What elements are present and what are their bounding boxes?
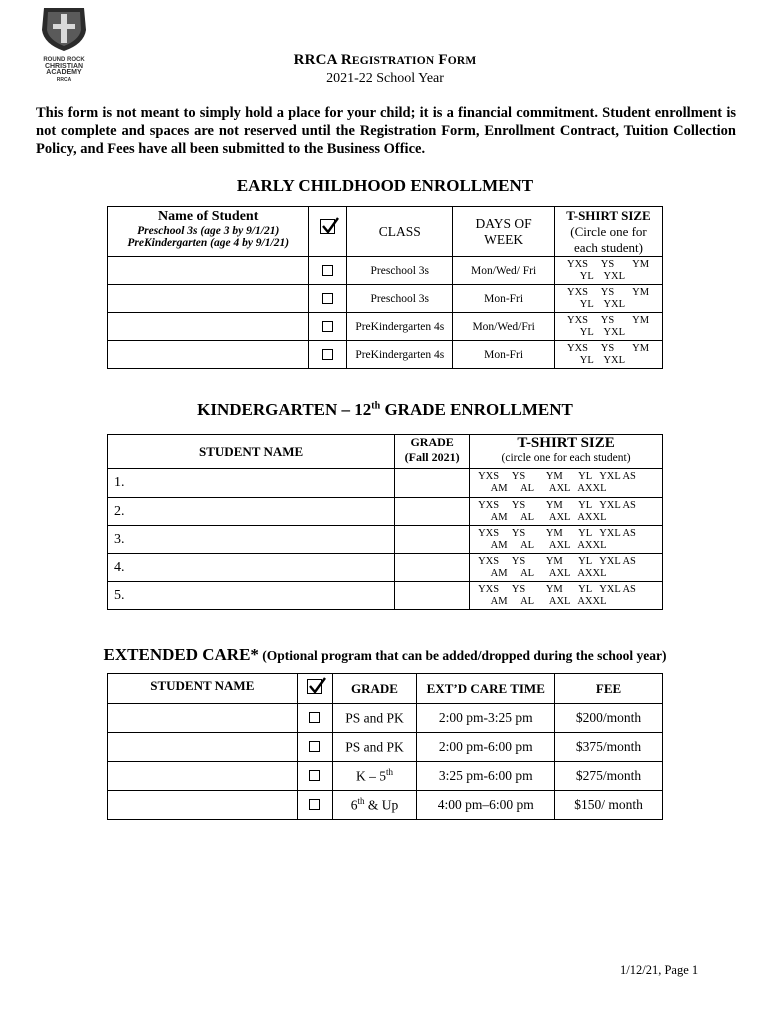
student-name-input[interactable]: 3. bbox=[108, 526, 395, 554]
tshirt-options[interactable]: YXS YS YM YL YXL AS AM AL AXL AXXL bbox=[470, 526, 663, 554]
col-grade: GRADE bbox=[332, 674, 417, 704]
col-tshirt: T-SHIRT SIZE (circle one for each student) bbox=[470, 435, 663, 469]
k12-heading: KINDERGARTEN – 12th GRADE ENROLLMENT bbox=[197, 400, 573, 419]
page-footer: 1/12/21, Page 1 bbox=[620, 963, 699, 977]
enroll-checkbox[interactable] bbox=[309, 285, 347, 313]
tshirt-options[interactable]: YXS YS YM YL YXL bbox=[555, 341, 663, 369]
table-row bbox=[108, 341, 663, 369]
enroll-checkbox[interactable] bbox=[309, 313, 347, 341]
table-row bbox=[108, 704, 663, 733]
grade-input[interactable] bbox=[395, 498, 470, 526]
table-row bbox=[108, 733, 663, 762]
extended-care-checkbox[interactable] bbox=[297, 733, 332, 762]
tshirt-options[interactable]: YXS YS YM YL YXL bbox=[555, 285, 663, 313]
student-name-input[interactable] bbox=[108, 791, 298, 820]
class-cell: Preschool 3s bbox=[347, 285, 453, 313]
class-cell: PreKindergarten 4s bbox=[347, 341, 453, 369]
student-name-input[interactable] bbox=[108, 704, 298, 733]
grade-input[interactable] bbox=[395, 526, 470, 554]
logo-text-2: CHRISTIAN bbox=[44, 62, 84, 70]
grade-cell: PS and PK bbox=[332, 704, 417, 733]
table-row bbox=[108, 469, 663, 498]
extended-care-heading: EXTENDED CARE* (Optional program that can be added/dropped during the school year) bbox=[103, 645, 667, 664]
col-tshirt: T-SHIRT SIZE (Circle one for each student) bbox=[555, 207, 663, 257]
grade-input[interactable] bbox=[395, 469, 470, 498]
table-row bbox=[108, 285, 663, 313]
fee-cell: $150/ month bbox=[555, 791, 663, 820]
table-row bbox=[108, 582, 663, 610]
col-fee: FEE bbox=[555, 674, 663, 704]
student-name-input[interactable] bbox=[108, 762, 298, 791]
col-student-name: STUDENT NAME bbox=[108, 674, 298, 704]
extended-care-table bbox=[107, 673, 663, 820]
student-name-input[interactable]: 2. bbox=[108, 498, 395, 526]
table-row bbox=[108, 257, 663, 285]
student-name-input[interactable]: 5. bbox=[108, 582, 395, 610]
days-cell: Mon/Wed/ Fri bbox=[453, 257, 555, 285]
checked-box-icon bbox=[307, 679, 322, 694]
enroll-checkbox[interactable] bbox=[309, 341, 347, 369]
tshirt-options[interactable]: YXS YS YM YL YXL bbox=[555, 313, 663, 341]
school-year: 2021-22 School Year bbox=[326, 71, 444, 86]
student-name-input[interactable]: 1. bbox=[108, 469, 395, 498]
form-title: RRCA REGISTRATION FORM bbox=[293, 52, 477, 68]
extended-care-checkbox[interactable] bbox=[297, 704, 332, 733]
fee-cell: $375/month bbox=[555, 733, 663, 762]
grade-cell: 6th & Up bbox=[332, 791, 417, 820]
grade-cell: PS and PK bbox=[332, 733, 417, 762]
grade-input[interactable] bbox=[395, 554, 470, 582]
logo-text-3: ACADEMY bbox=[46, 69, 82, 76]
col-days: DAYS OF WEEK bbox=[453, 207, 555, 257]
class-cell: Preschool 3s bbox=[347, 257, 453, 285]
care-time-cell: 4:00 pm–6:00 pm bbox=[417, 791, 555, 820]
tshirt-options[interactable]: YXS YS YM YL YXL AS AM AL AXL AXXL bbox=[470, 582, 663, 610]
col-checkbox-header bbox=[309, 207, 347, 257]
grade-input[interactable] bbox=[395, 582, 470, 610]
col-student-name: STUDENT NAME bbox=[108, 435, 395, 469]
logo-text-1: ROUND ROCK bbox=[43, 57, 85, 63]
table-row bbox=[108, 498, 663, 526]
grade-cell: K – 5th bbox=[332, 762, 417, 791]
days-cell: Mon/Wed/Fri bbox=[453, 313, 555, 341]
tshirt-options[interactable]: YXS YS YM YL YXL AS AM AL AXL AXXL bbox=[470, 498, 663, 526]
col-name-of-student: Name of Student Preschool 3s (age 3 by 9/1/21) PreKindergarten (age 4 by 9/1/21) bbox=[108, 207, 309, 257]
student-name-input[interactable] bbox=[108, 733, 298, 762]
col-care-time: EXT’D CARE TIME bbox=[417, 674, 555, 704]
table-row bbox=[108, 791, 663, 820]
table-row bbox=[108, 554, 663, 582]
days-cell: Mon-Fri bbox=[453, 341, 555, 369]
class-cell: PreKindergarten 4s bbox=[347, 313, 453, 341]
extended-care-checkbox[interactable] bbox=[297, 762, 332, 791]
col-class: CLASS bbox=[347, 207, 453, 257]
logo-text-4: RRCA bbox=[56, 76, 72, 83]
k12-table bbox=[107, 434, 663, 610]
care-time-cell: 3:25 pm-6:00 pm bbox=[417, 762, 555, 791]
financial-notice: This form is not meant to simply hold a place for your child; it is a financial commitment. Student enrollment is not complete and spaces are not reserved until the Registration Form, Enrollment Contract, Tuition Collection Policy, and Fees have all been submitted to the Business Office. bbox=[36, 105, 736, 157]
fee-cell: $275/month bbox=[555, 762, 663, 791]
checked-box-icon bbox=[320, 219, 335, 234]
early-childhood-heading: EARLY CHILDHOOD ENROLLMENT bbox=[236, 176, 534, 195]
extended-care-checkbox[interactable] bbox=[297, 791, 332, 820]
enroll-checkbox[interactable] bbox=[309, 257, 347, 285]
care-time-cell: 2:00 pm-6:00 pm bbox=[417, 733, 555, 762]
col-grade: GRADE (Fall 2021) bbox=[395, 435, 470, 469]
tshirt-options[interactable]: YXS YS YM YL YXL AS AM AL AXL AXXL bbox=[470, 554, 663, 582]
care-time-cell: 2:00 pm-3:25 pm bbox=[417, 704, 555, 733]
shield-logo-icon bbox=[34, 6, 94, 52]
tshirt-options[interactable]: YXS YS YM YL YXL AS AM AL AXL AXXL bbox=[470, 469, 663, 498]
early-childhood-table bbox=[107, 206, 663, 369]
tshirt-options[interactable]: YXS YS YM YL YXL bbox=[555, 257, 663, 285]
student-name-input[interactable] bbox=[108, 341, 309, 369]
student-name-input[interactable] bbox=[108, 285, 309, 313]
table-row bbox=[108, 526, 663, 554]
table-row bbox=[108, 762, 663, 791]
student-name-input[interactable] bbox=[108, 257, 309, 285]
fee-cell: $200/month bbox=[555, 704, 663, 733]
student-name-input[interactable] bbox=[108, 313, 309, 341]
col-checkbox-header bbox=[297, 674, 332, 704]
table-row bbox=[108, 313, 663, 341]
student-name-input[interactable]: 4. bbox=[108, 554, 395, 582]
days-cell: Mon-Fri bbox=[453, 285, 555, 313]
